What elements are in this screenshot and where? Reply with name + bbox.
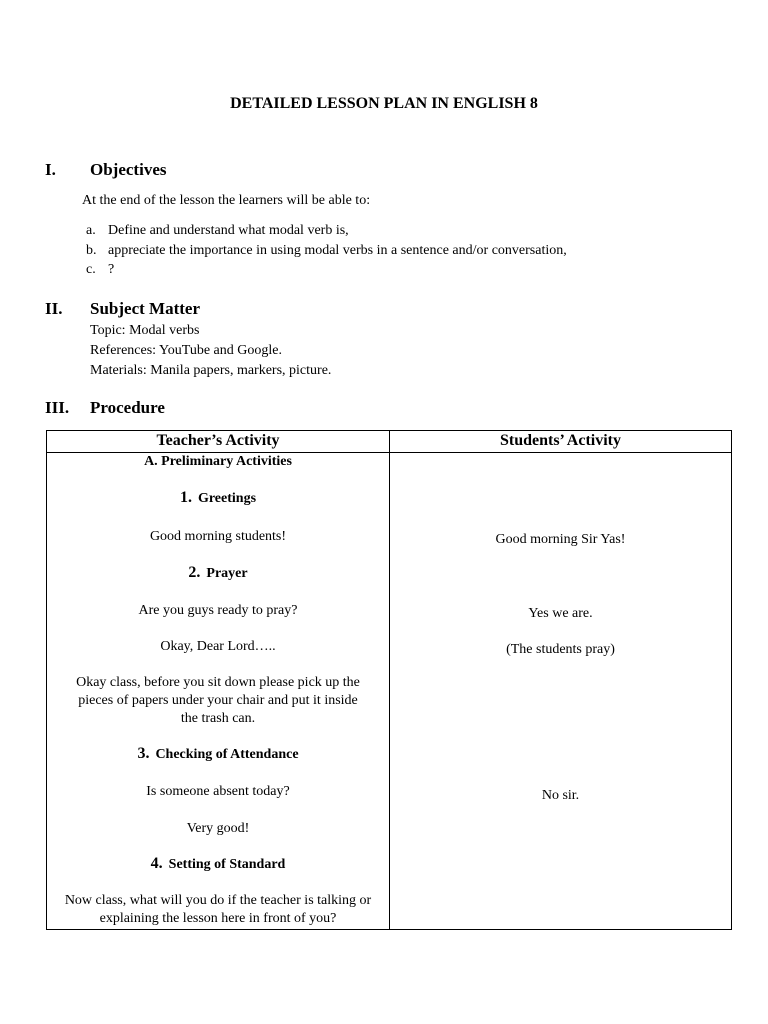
teacher-line-dear-lord: Okay, Dear Lord….. <box>160 639 276 654</box>
subject-matter-details <box>90 321 331 381</box>
list-item-text: ? <box>108 262 115 277</box>
list-item-letter: b. <box>86 242 97 258</box>
teacher-line-ready-pray: Are you guys ready to pray? <box>138 603 298 618</box>
section-title-subject-matter: Subject Matter <box>90 299 200 318</box>
step-number: 2. <box>188 564 201 581</box>
step-attendance <box>47 745 389 764</box>
step-label: Setting of Standard <box>168 857 286 872</box>
section-numeral-subject-matter: II. <box>45 299 63 318</box>
student-line-greeting-reply: Good morning Sir Yas! <box>495 532 626 547</box>
objectives-list <box>86 221 567 280</box>
step-label: Checking of Attendance <box>155 747 299 762</box>
section-numeral-procedure: III. <box>45 398 70 417</box>
section-title-objectives: Objectives <box>90 160 167 179</box>
teacher-line-pick-up: Okay class, before you sit down please pick up the pieces of papers under your chair and put it inside the trash can. <box>76 675 360 726</box>
subject-topic: Topic: Modal verbs <box>90 323 200 338</box>
teacher-line-very-good: Very good! <box>186 821 250 836</box>
objectives-intro: At the end of the lesson the learners will be able to: <box>82 193 371 208</box>
section-numeral-objectives: I. <box>45 160 56 179</box>
step-number: 1. <box>179 489 192 506</box>
teacher-line-greeting: Good morning students! <box>149 529 287 544</box>
step-standard <box>47 855 389 874</box>
student-line-yes: Yes we are. <box>528 606 593 621</box>
header-students-activity: Students’ Activity <box>499 432 622 449</box>
list-item-letter: a. <box>86 223 96 238</box>
teacher-line-standard: Now class, what will you do if the teacher is talking or explaining the lesson here in front of you? <box>64 893 372 926</box>
column-divider <box>389 431 390 929</box>
step-label: Prayer <box>206 566 248 581</box>
header-teacher-activity: Teacher’s Activity <box>156 432 280 449</box>
subject-references: References: YouTube and Google. <box>90 343 282 358</box>
document-title: DETAILED LESSON PLAN IN ENGLISH 8 <box>230 95 538 112</box>
step-prayer <box>47 564 389 583</box>
teacher-line-absent: Is someone absent today? <box>146 784 290 799</box>
procedure-table <box>46 430 732 930</box>
list-item <box>86 241 567 261</box>
student-line-pray: (The students pray) <box>506 642 615 657</box>
list-item-text: Define and understand what modal verb is, <box>108 223 349 238</box>
preliminary-heading: A. Preliminary Activities <box>144 454 292 469</box>
list-item-letter: c. <box>86 262 96 277</box>
step-greetings <box>47 489 389 508</box>
subject-materials: Materials: Manila papers, markers, picture. <box>90 363 332 378</box>
list-item <box>86 221 567 241</box>
section-title-procedure: Procedure <box>90 398 165 417</box>
step-number: 3. <box>137 745 150 762</box>
student-line-no-sir: No sir. <box>541 788 580 803</box>
step-number: 4. <box>150 855 163 872</box>
list-item <box>86 260 567 280</box>
list-item-text: appreciate the importance in using modal verbs in a sentence and/or conversation, <box>108 242 567 258</box>
step-label: Greetings <box>197 491 257 506</box>
